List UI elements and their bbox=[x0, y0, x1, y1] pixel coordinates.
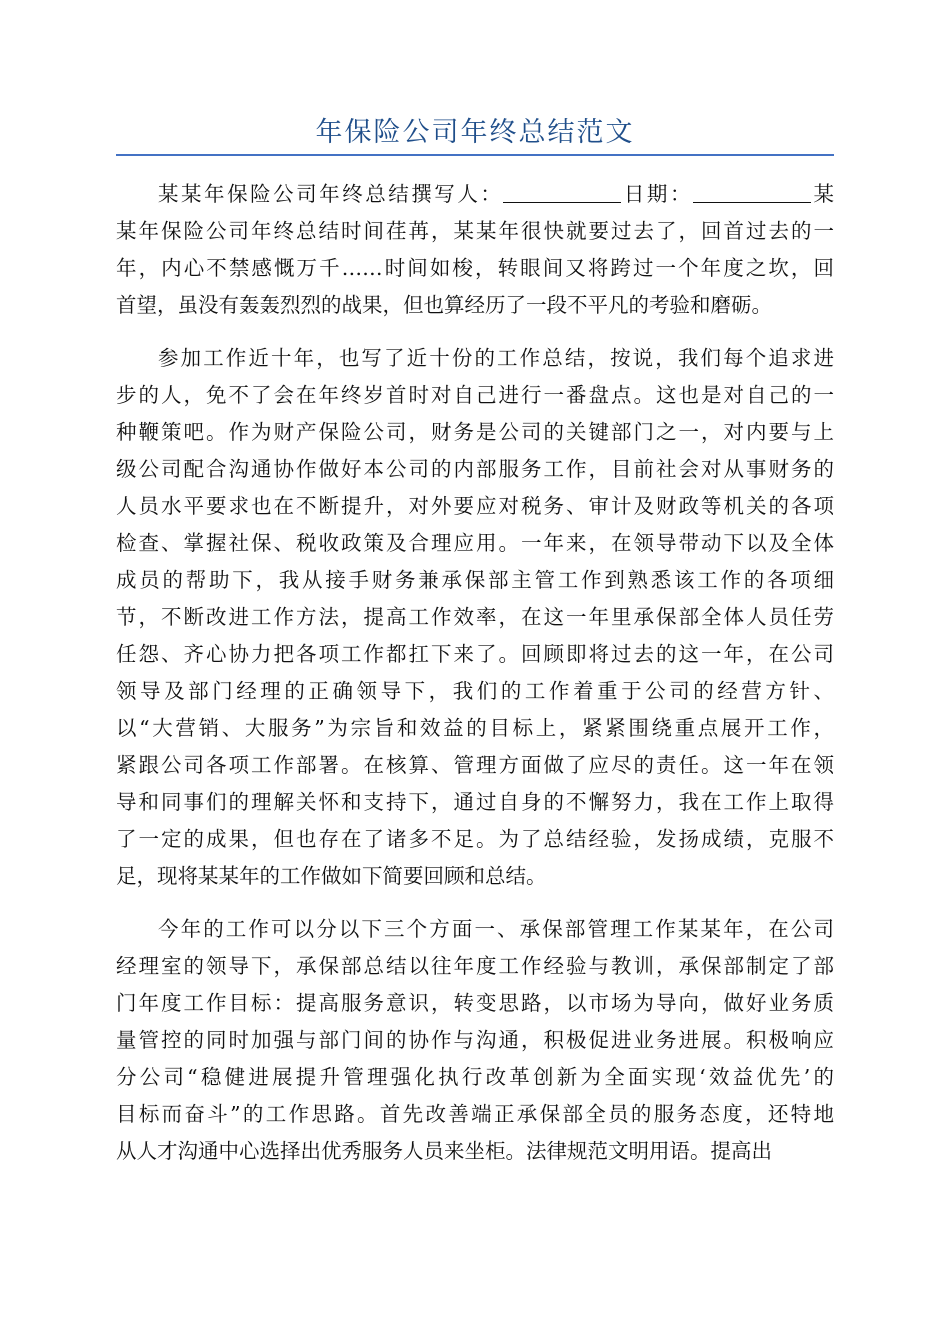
document-title: 年保险公司年终总结范文 bbox=[315, 117, 635, 148]
text-line: 导和同事们的理解关怀和支持下，通过自身的不懈努力，我在工作上取得 bbox=[116, 790, 834, 814]
paragraph bbox=[116, 176, 834, 324]
text-segment: 某某年保险公司年终总结撰写人： bbox=[158, 182, 504, 206]
text-segment: 某 bbox=[810, 182, 834, 206]
text-line: 分公司“稳健进展提升管理强化执行改革创新为全面实现‘效益优先’的 bbox=[116, 1065, 834, 1089]
text-line: 参加工作近十年，也写了近十份的工作总结，按说，我们每个追求进 bbox=[158, 346, 834, 370]
text-line: 以“大营销、大服务”为宗旨和效益的目标上，紧紧围绕重点展开工作， bbox=[116, 716, 834, 740]
text-line: 了一定的成果，但也存在了诸多不足。为了总结经验，发扬成绩，克服不 bbox=[116, 827, 834, 851]
text-line: 门年度工作目标：提高服务意识，转变思路，以市场为导向，做好业务质 bbox=[116, 991, 834, 1015]
text-line: 今年的工作可以分以下三个方面一、承保部管理工作某某年，在公司 bbox=[158, 917, 834, 941]
text-line: 紧跟公司各项工作部署。在核算、管理方面做了应尽的责任。这一年在领 bbox=[116, 753, 834, 777]
document-body bbox=[116, 176, 834, 1186]
fill-in-blank bbox=[693, 180, 811, 203]
text-line: 足，现将某某年的工作做如下简要回顾和总结。 bbox=[116, 864, 547, 888]
title-underline-rule bbox=[116, 154, 834, 156]
text-line: 经理室的领导下，承保部总结以往年度工作经验与教训，承保部制定了部 bbox=[116, 954, 834, 978]
text-line: 人员水平要求也在不断提升，对外要应对税务、审计及财政等机关的各项 bbox=[116, 494, 834, 518]
fill-in-blank bbox=[503, 180, 621, 203]
text-line: 某年保险公司年终总结时间荏苒，某某年很快就要过去了，回首过去的一 bbox=[116, 219, 834, 243]
text-line: 领导及部门经理的正确领导下，我们的工作着重于公司的经营方针、 bbox=[116, 679, 834, 703]
text-line: 目标而奋斗”的工作思路。首先改善端正承保部全员的服务态度，还特地 bbox=[116, 1102, 834, 1126]
text-line bbox=[116, 176, 834, 213]
text-line: 步的人，免不了会在年终岁首时对自己进行一番盘点。这也是对自己的一 bbox=[116, 383, 834, 407]
text-line: 年，内心不禁感慨万千……时间如梭，转眼间又将跨过一个年度之坎，回 bbox=[116, 256, 834, 280]
text-line: 节，不断改进工作方法，提高工作效率，在这一年里承保部全体人员任劳 bbox=[116, 605, 834, 629]
text-line: 首望，虽没有轰轰烈烈的战果，但也算经历了一段不平凡的考验和磨砺。 bbox=[116, 293, 772, 317]
paragraph bbox=[116, 911, 834, 1170]
paragraph bbox=[116, 340, 834, 895]
text-line: 从人才沟通中心选择出优秀服务人员来坐柜。法律规范文明用语。提高出 bbox=[116, 1139, 772, 1163]
text-segment: 日期： bbox=[621, 182, 693, 206]
text-line: 种鞭策吧。作为财产保险公司，财务是公司的关键部门之一，对内要与上 bbox=[116, 420, 834, 444]
text-line: 级公司配合沟通协作做好本公司的内部服务工作，目前社会对从事财务的 bbox=[116, 457, 834, 481]
text-line: 检查、掌握社保、税收政策及合理应用。一年来，在领导带动下以及全体 bbox=[116, 531, 834, 555]
text-line: 任怨、齐心协力把各项工作都扛下来了。回顾即将过去的这一年，在公司 bbox=[116, 642, 834, 666]
text-line: 成员的帮助下，我从接手财务兼承保部主管工作到熟悉该工作的各项细 bbox=[116, 568, 834, 592]
text-line: 量管控的同时加强与部门间的协作与沟通，积极促进业务进展。积极响应 bbox=[116, 1028, 834, 1052]
